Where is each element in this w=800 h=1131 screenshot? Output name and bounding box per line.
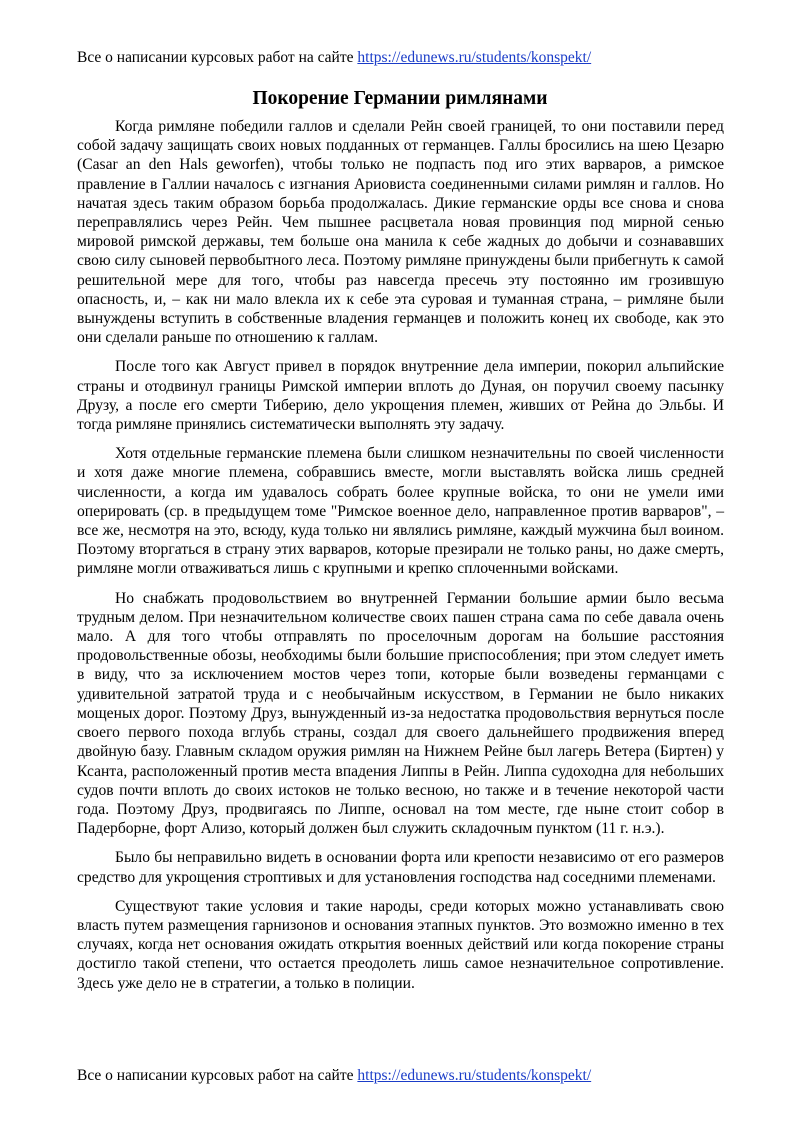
footer-text: Все о написании курсовых работ на сайте [77,1067,358,1084]
paragraph: Существуют такие условия и такие народы, среди которых можно устанавливать свою власть путем размещения гарнизонов и основания этапных пунктов. Это возможно именно в тех случаях, когда нет основания ожидать открытия военных действий или когда покорение страны достигло такой степени, что остается преодолеть лишь самое незначительное сопротивление. Здесь уже дело не в стратегии, а только в полиции. [77,897,724,992]
header-link[interactable]: https://edunews.ru/students/konspekt/ [357,49,592,66]
paragraph: Когда римляне победили галлов и сделали Рейн своей границей, то они поставили перед собой задачу защищать своих новых подданных от германцев. Галлы бросились на шею Цезарю (Casar an den Hals geworfen), чтобы только не подпасть под иго этих варваров, а римское правление в Галлии началось с изгнания Ариовиста соединенными силами римлян и галлов. Но начатая здесь таким образом борьба продолжалась. Дикие германские орды все снова и снова переправлялись через Рейн. Чем пышнее расцветала новая провинция под мирной сенью мировой римской державы, тем больше она манила к себе жадных до добычи и сознававших свою силу сыновей первобытного леса. Поэтому римляне принуждены были прибегнуть к самой решительной мере для того, чтобы раз навсегда пресечь эту постоянно им грозившую опасность, и, – как ни мало влекла их к себе эта суровая и туманная страна, – римляне были вынуждены вступить в собственные владения германцев и положить конец их свободе, как это они сделали раньше по отношению к галлам. [77,118,724,347]
footer-link[interactable]: https://edunews.ru/students/konspekt/ [357,1067,592,1084]
header-text: Все о написании курсовых работ на сайте [77,49,358,66]
paragraph: Но снабжать продовольствием во внутренней Германии большие армии было весьма трудным делом. При незначительном количестве своих пашен страна сама по себе давала очень мало. А для того чтобы отправлять по проселочным дорогам на большие расстояния продовольственные обозы, необходимы были большие приспособления; при этом следует иметь в виду, что за исключением мостов через топи, которые были возведены германцами с удивительной затратой труда и с необычайным искусством, в Германии не было никаких мощеных дорог. Поэтому Друз, вынужденный из-за недостатка продовольствия вернуться после своего первого похода вглубь страны, создал для своего дальнейшего продвижения вперед двойную базу. Главным складом оружия римлян на Нижнем Рейне был лагерь Ветера (Биртен) у Ксанта, расположенный против места впадения Липпы в Рейн. Липпа судоходна для небольших судов почти вплоть до своих истоков не только весною, но также и в течение некоторой части года. Поэтому Друз, продвигаясь по Липпе, основал на том месте, где ныне стоит собор в Падерборне, форт Ализо, который должен был служить складочным пунктом (11 г. н.э.). [77,589,724,838]
paragraph: После того как Август привел в порядок внутренние дела империи, покорил альпийские страны и отодвинул границы Римской империи вплоть до Дуная, он поручил своему пасынку Друзу, а после его смерти Тиберию, дело укрощения племен, живших от Рейна до Эльбы. И тогда римляне принялись систематически выполнять эту задачу. [77,358,724,434]
document-body [77,117,724,1003]
document-title: Покорение Германии римлянами [252,88,548,109]
paragraph: Было бы неправильно видеть в основании форта или крепости независимо от его размеров средство для укрощения строптивых и для установления господства над соседними племенами. [77,849,724,886]
paragraph: Хотя отдельные германские племена были слишком незначительны по своей численности и хотя даже многие племена, собравшись вместе, могли выставлять войска лишь средней численности, а когда им удавалось собрать более крупные войска, то они не умели ими оперировать (ср. в предыдущем томе "Римское военное дело, направленное против варваров", – все же, несмотря на это, всюду, куда только ни являлись римляне, каждый мужчина был воином. Поэтому вторгаться в страну этих варваров, которые презирали не только раны, но даже смерть, римляне могли отваживаться лишь с крупными и крепко сплоченными войсками. [77,445,724,578]
footer-line [77,1066,591,1085]
header-line [77,48,591,67]
